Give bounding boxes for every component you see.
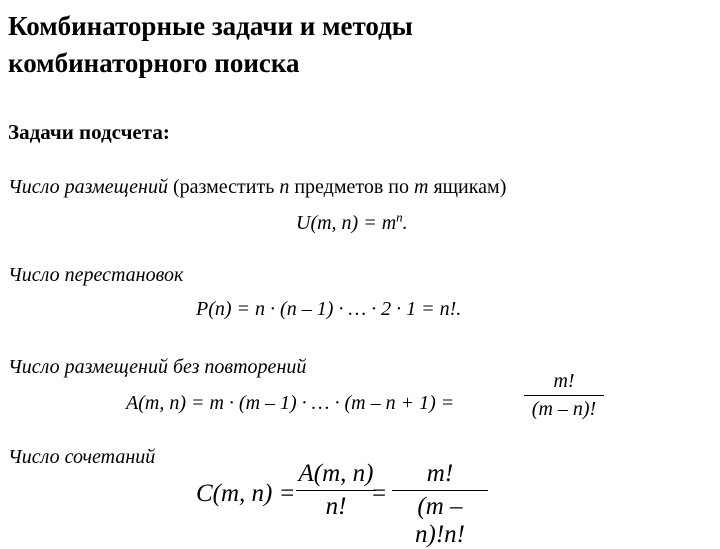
fraction-bar bbox=[296, 490, 376, 491]
page-title bbox=[8, 8, 413, 82]
combinations-fraction-1 bbox=[296, 460, 376, 521]
placements-formula bbox=[296, 209, 408, 235]
arrangements-frac-num: m! bbox=[553, 370, 575, 392]
placements-formula-end: . bbox=[402, 212, 408, 234]
combinations-frac1-num: A(m, n) bbox=[298, 460, 374, 487]
placements-line bbox=[8, 176, 506, 199]
placements-desc-a: (разместить bbox=[167, 176, 280, 198]
permutations-formula: P(n) = n · (n – 1) · … · 2 · 1 = n!. bbox=[196, 298, 462, 320]
combinations-fraction-2 bbox=[392, 460, 488, 549]
combinations-name: Число сочетаний bbox=[8, 446, 156, 468]
title-line-2: комбинаторного поиска bbox=[8, 48, 300, 78]
permutations-name: Число перестановок bbox=[8, 264, 184, 286]
arrangements-fraction bbox=[524, 370, 604, 421]
arrangements-formula: A(m, n) = m · (m – 1) · … · (m – n + 1) = bbox=[126, 392, 455, 414]
title-line-1: Комбинаторные задачи и методы bbox=[8, 11, 413, 41]
placements-desc-c: ящикам) bbox=[428, 176, 507, 198]
placements-var-n: n bbox=[279, 176, 290, 198]
counting-heading: Задачи подсчета: bbox=[8, 120, 170, 144]
placements-formula-lhs: U(m, n) = m bbox=[296, 212, 397, 234]
fraction-bar bbox=[392, 490, 488, 491]
placements-formula-exp: n bbox=[396, 209, 403, 225]
combinations-frac2-num: m! bbox=[426, 460, 454, 487]
combinations-frac2-den: (m – n)!n! bbox=[415, 493, 465, 548]
placements-desc-b: предметов по bbox=[289, 176, 414, 198]
placements-name: Число размещений bbox=[8, 176, 168, 198]
fraction-bar bbox=[524, 395, 604, 396]
combinations-frac1-den: n! bbox=[325, 493, 347, 520]
arrangements-name: Число размещений без повторений bbox=[8, 356, 307, 378]
combinations-eq: = bbox=[372, 480, 387, 507]
placements-var-m: m bbox=[414, 176, 429, 198]
arrangements-frac-den: (m – n)! bbox=[531, 398, 597, 420]
combinations-lhs: C(m, n) = bbox=[196, 480, 296, 507]
